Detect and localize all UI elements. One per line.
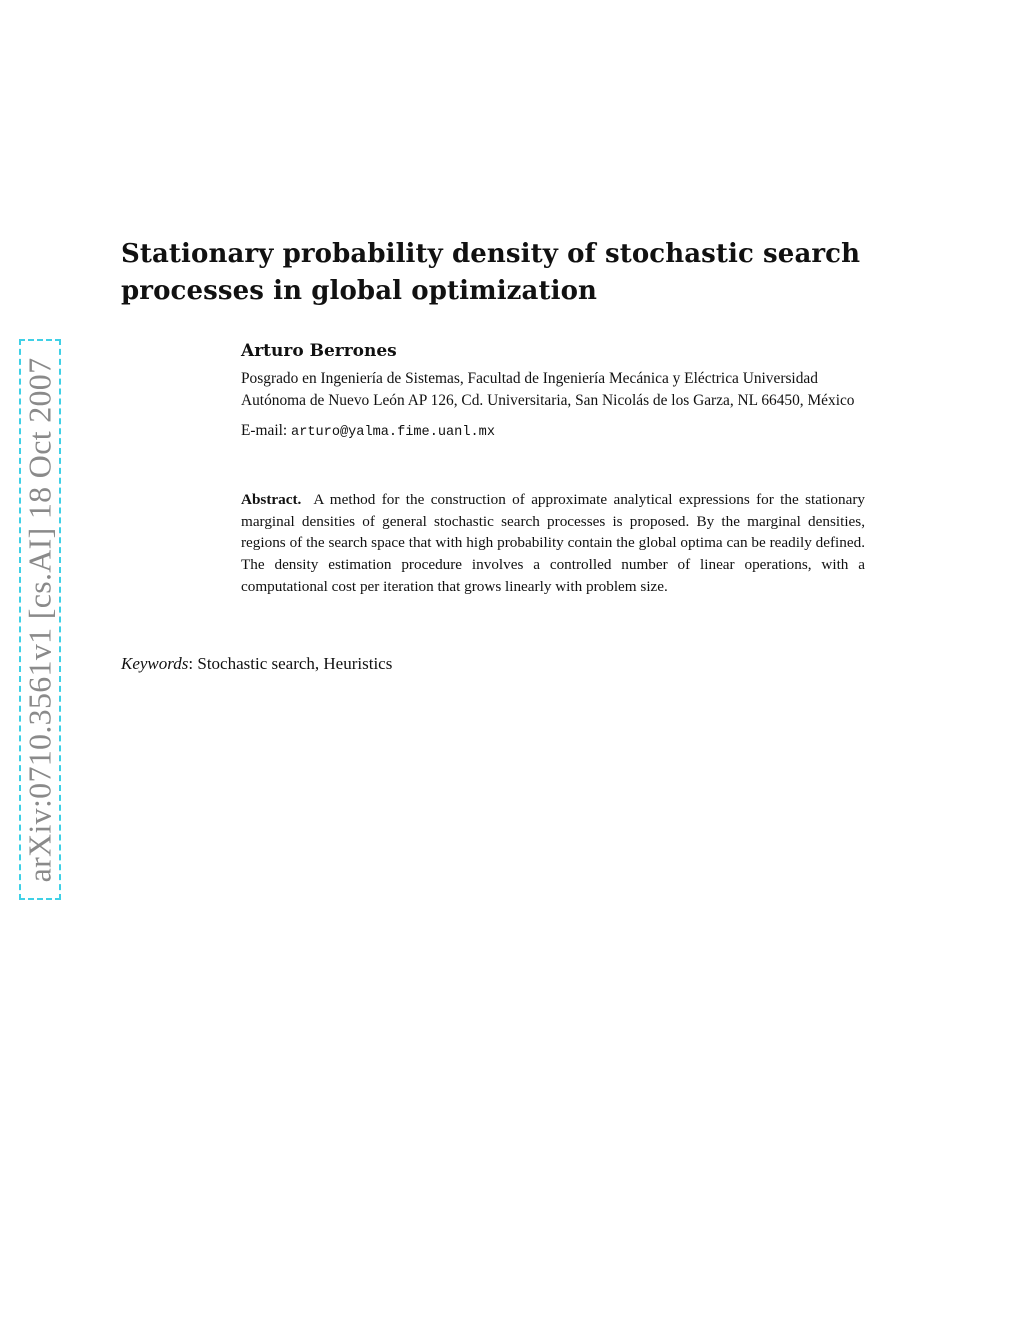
keywords: Keywords: Stochastic search, Heuristics <box>121 654 393 673</box>
author-affiliation: Posgrado en Ingeniería de Sistemas, Facultad de Ingeniería Mecánica y Eléctrica Universidad Autónoma de Nuevo León AP 126, Cd. Universitaria, San Nicolás de los Garza, NL 66450, México <box>241 370 855 409</box>
author-name: Arturo Berrones <box>241 341 397 361</box>
abstract-heading: Abstract. <box>241 491 302 508</box>
email-label: E-mail: <box>241 422 288 439</box>
email-address[interactable]: arturo@yalma.fime.uanl.mx <box>291 425 495 440</box>
email-line <box>241 420 871 443</box>
paper-title: Stationary probability density of stochastic search processes in global optimization <box>121 239 861 306</box>
keywords-label: Keywords <box>121 654 189 673</box>
arxiv-stamp <box>19 339 61 900</box>
arxiv-identifier: arXiv:0710.3561v1 [cs.AI] 18 Oct 2007 <box>21 357 58 882</box>
author-block <box>241 339 871 443</box>
abstract-text: A method for the construction of approximate analytical expressions for the stationary marginal densities of general stochastic search processes is proposed. By the marginal densities, regions of the search space that with high probability contain the global optima can be readily defined. The density estimation procedure involves a controlled number of linear operations, with a computational cost per iteration that grows linearly with problem size. <box>241 491 865 595</box>
abstract <box>241 489 865 598</box>
keywords-text: Stochastic search, Heuristics <box>197 654 393 673</box>
